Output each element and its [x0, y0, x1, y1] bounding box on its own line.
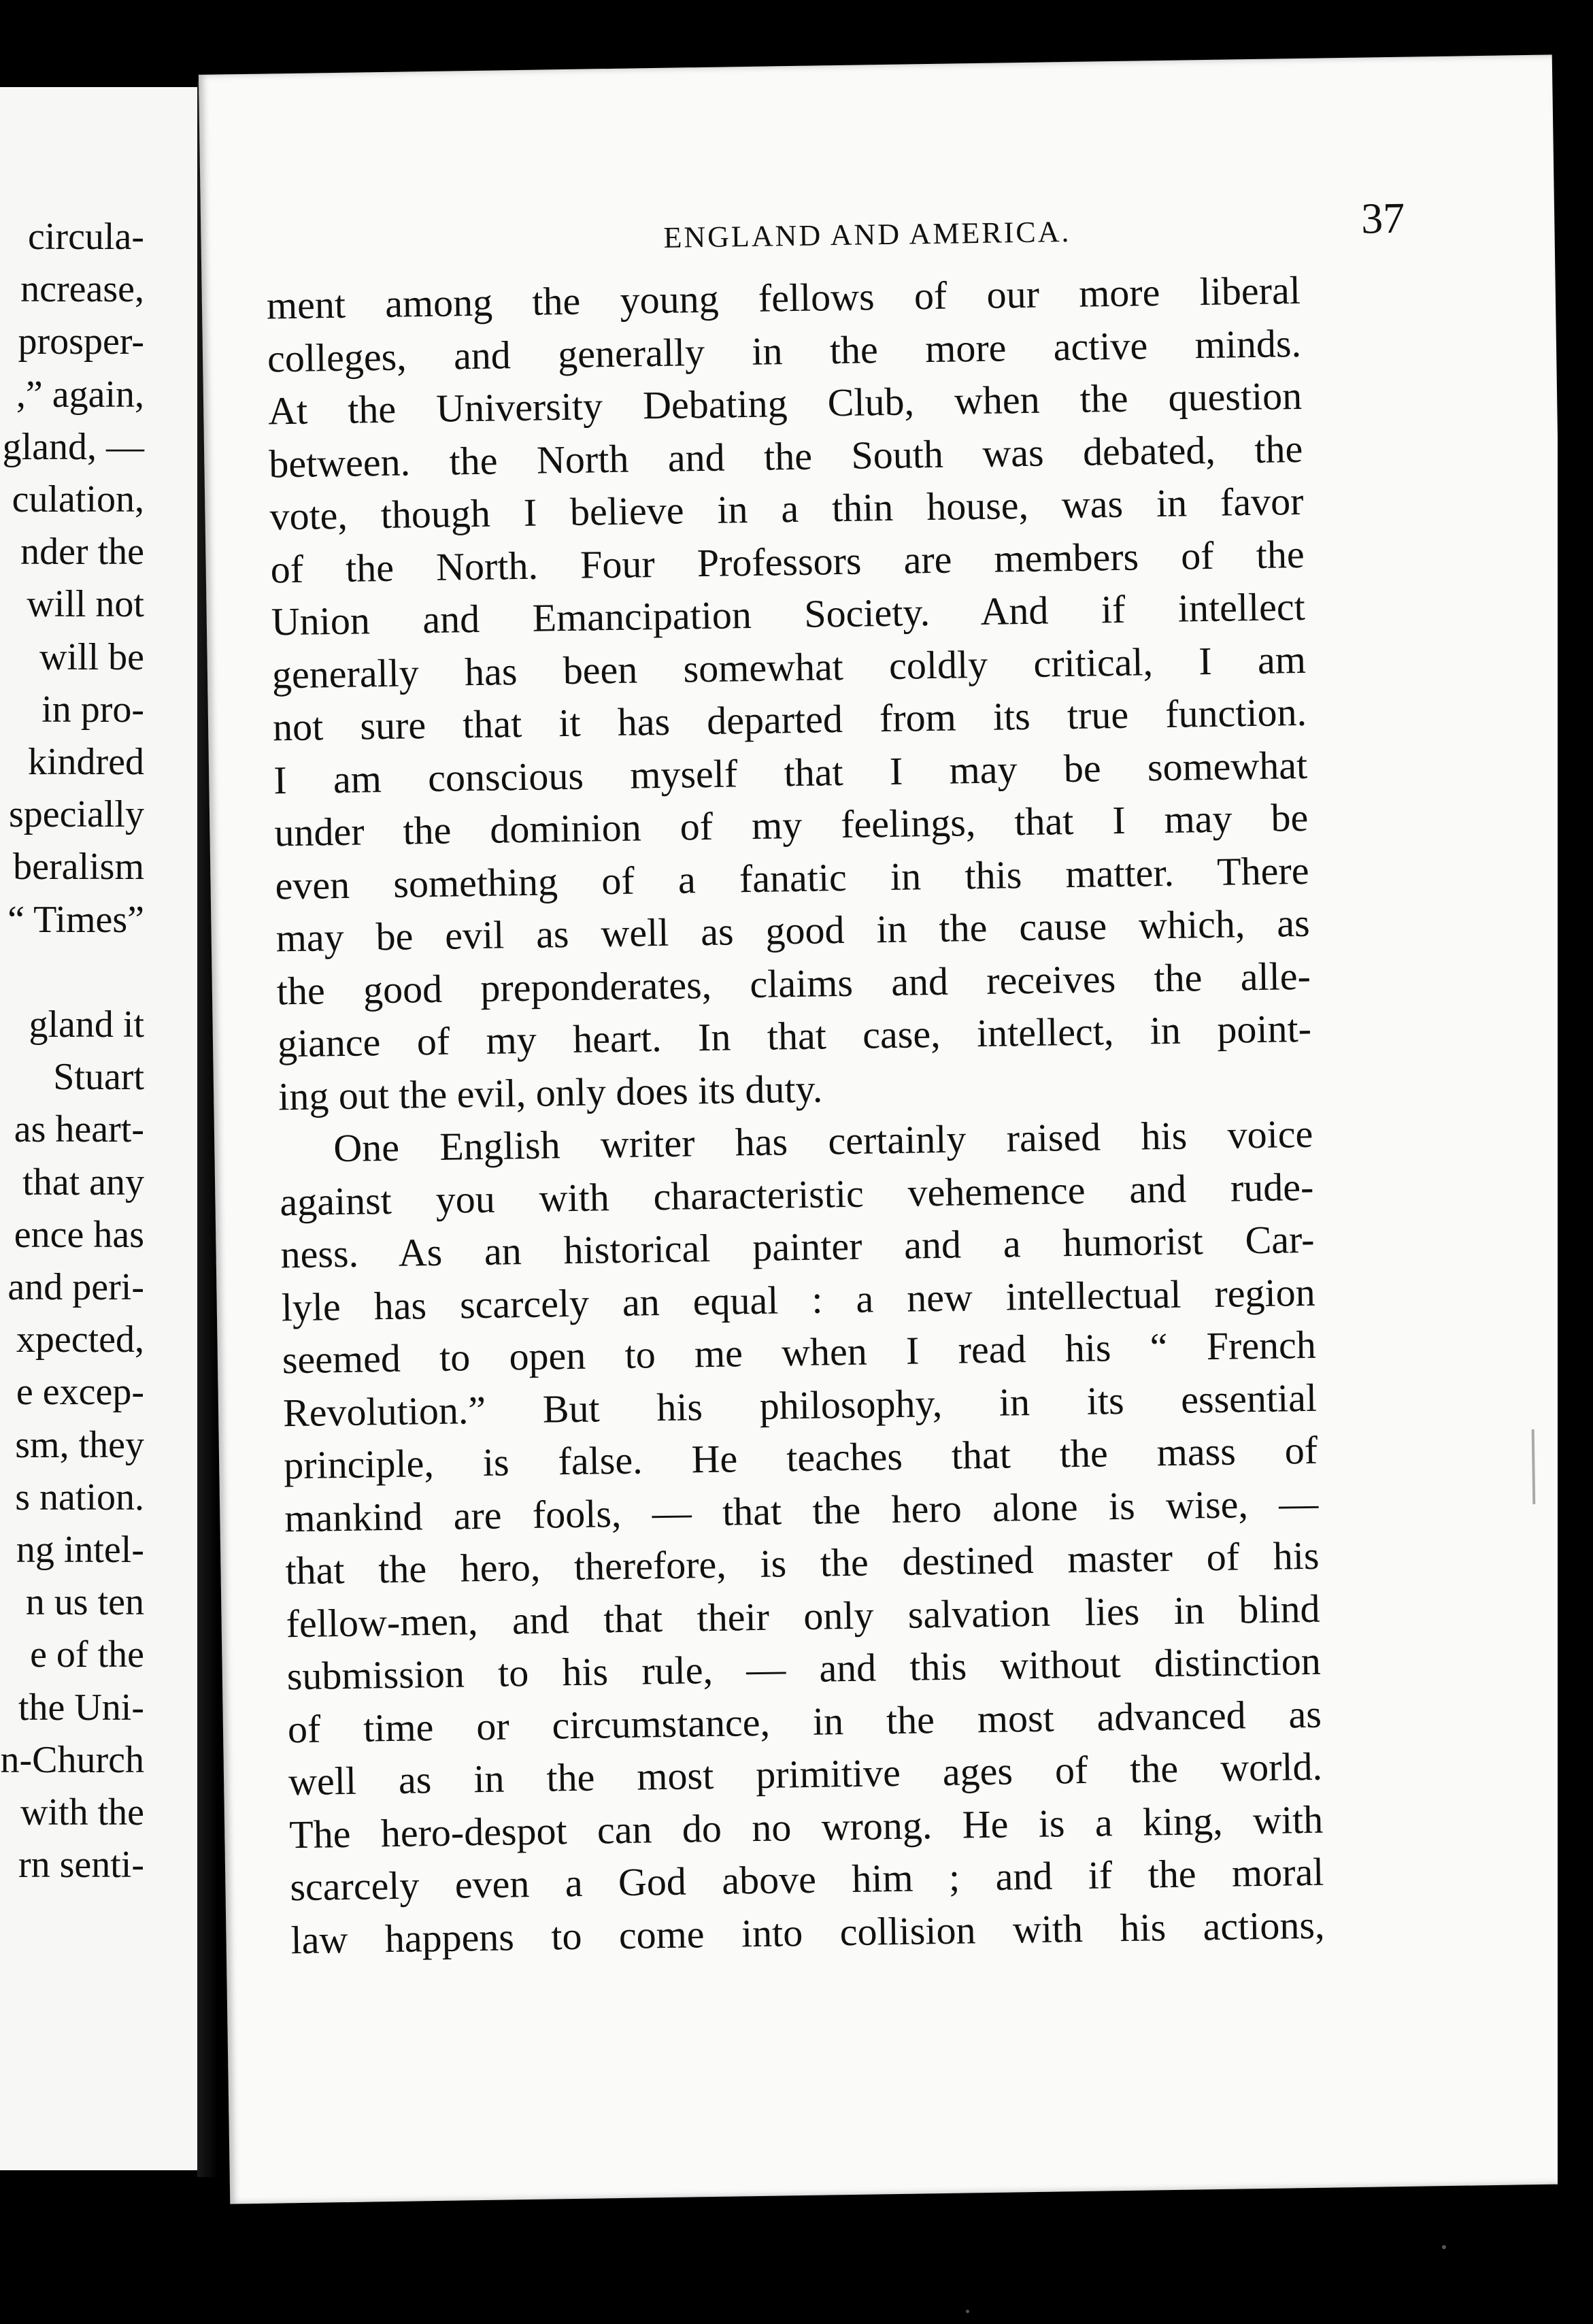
dust-speck — [966, 2310, 969, 2313]
left-page-line: e of the — [30, 1633, 144, 1676]
body-text — [266, 264, 1325, 1966]
text-line: under the dominion of my feelings, that I may be — [273, 795, 1309, 855]
text-line: fellow-men, and that their only salvation lies in blind — [286, 1586, 1320, 1646]
left-page-line: kindred — [27, 741, 144, 783]
left-page-line: that any — [22, 1161, 144, 1204]
text-line: of the North. Four Professors are members of the — [270, 531, 1305, 591]
text-line: even something of a fanatic in this matter. There — [275, 848, 1309, 908]
text-line: Union and Emancipation Society. And if intellect — [271, 584, 1306, 644]
running-title: ENGLAND AND AMERICA. — [663, 214, 1071, 254]
left-page-line: will be — [39, 635, 144, 678]
text-line: submission to his rule, — and this without distinction — [286, 1638, 1322, 1699]
left-page-line: with the — [20, 1791, 144, 1833]
text-line: lyle has scarcely an equal : a new intellectual region — [281, 1269, 1316, 1329]
left-page-line: sm, they — [15, 1423, 144, 1466]
left-page-line: e excep- — [16, 1371, 144, 1414]
page-number: 37 — [1360, 193, 1405, 243]
text-line: One English writer has certainly raised his voice — [333, 1111, 1313, 1171]
book-page — [199, 54, 1583, 2204]
left-page-line: in pro- — [41, 688, 144, 731]
text-line: the good preponderates, claims and receives the alle- — [276, 953, 1311, 1013]
text-line: At the University Debating Club, when the question — [267, 373, 1303, 433]
left-page-line: specially — [8, 793, 144, 836]
left-page-line: s nation. — [15, 1476, 144, 1518]
left-page-line: xpected, — [16, 1318, 144, 1361]
text-line: principle, is false. He teaches that the mass of — [283, 1427, 1318, 1488]
margin-mark — [1532, 1429, 1536, 1504]
left-page-line: gland, — — [2, 425, 144, 468]
text-line: of time or circumstance, in the most advanced as — [287, 1691, 1322, 1751]
left-page-line: Stuart — [53, 1056, 144, 1099]
previous-page-fragment — [0, 87, 197, 2170]
text-line: may be evil as well as good in the cause which, as — [275, 900, 1311, 961]
text-line: I am conscious myself that I may be somewhat — [273, 742, 1308, 802]
left-page-line: and peri- — [7, 1266, 144, 1308]
text-line: that the hero, therefore, is the destined master of his — [285, 1533, 1320, 1593]
left-page-line: n us ten — [25, 1581, 144, 1624]
left-page-line: ncrease, — [20, 268, 144, 311]
left-page-line: ence has — [14, 1213, 144, 1256]
text-line: scarcely even a God above him ; and if the moral — [289, 1849, 1324, 1910]
left-page-line: beralism — [13, 846, 144, 889]
text-line: giance of my heart. In that case, intellect, in point- — [277, 1006, 1312, 1066]
text-line: not sure that it has departed from its true function. — [272, 689, 1307, 750]
left-page-line: circula- — [28, 216, 144, 258]
text-line: mankind are fools, — that the hero alone is wise, — — [284, 1480, 1319, 1540]
left-page-line: gland it — [29, 1003, 144, 1046]
text-line: Revolution.” But his philosophy, in its essential — [282, 1375, 1318, 1435]
text-line: well as in the most primitive ages of the world. — [288, 1744, 1323, 1804]
left-page-line: prosper- — [18, 320, 144, 363]
text-line: generally has been somewhat coldly critical, I am — [271, 637, 1307, 697]
scan-border — [1558, 65, 1593, 2242]
text-line: The hero-despot can do no wrong. He is a king, with — [288, 1797, 1324, 1857]
text-line: ness. As an historical painter and a humorist Car- — [280, 1216, 1315, 1277]
page-header — [282, 193, 1419, 264]
left-page-line: will not — [27, 583, 144, 626]
left-page-line: nder the — [20, 531, 144, 574]
text-line: ment among the young fellows of our more liberal — [266, 267, 1301, 328]
text-line: vote, though I believe in a thin house, was in favor — [269, 478, 1304, 539]
left-page-line: as heart- — [14, 1108, 144, 1151]
text-line: ing out the evil, only does its duty. — [278, 1065, 823, 1118]
text-line: colleges, and generally in the more active minds. — [267, 320, 1302, 380]
text-line: law happens to come into collision with his actions, — [290, 1902, 1325, 1962]
left-page-line: ng intel- — [16, 1529, 144, 1571]
left-page-line: rn senti- — [18, 1844, 144, 1887]
text-line: seemed to open to me when I read his “ French — [282, 1322, 1317, 1382]
left-page-line: ,” again, — [16, 373, 144, 416]
dust-speck — [1442, 2245, 1446, 2249]
left-page-line: “ Times” — [7, 898, 144, 941]
left-page-line: the Uni- — [18, 1686, 144, 1729]
left-page-line: n-Church — [0, 1738, 144, 1781]
left-page-line: culation, — [12, 478, 144, 520]
text-line: against you with characteristic vehemence and rude- — [279, 1164, 1314, 1224]
text-line: between. the North and the South was debated, the — [268, 426, 1303, 486]
